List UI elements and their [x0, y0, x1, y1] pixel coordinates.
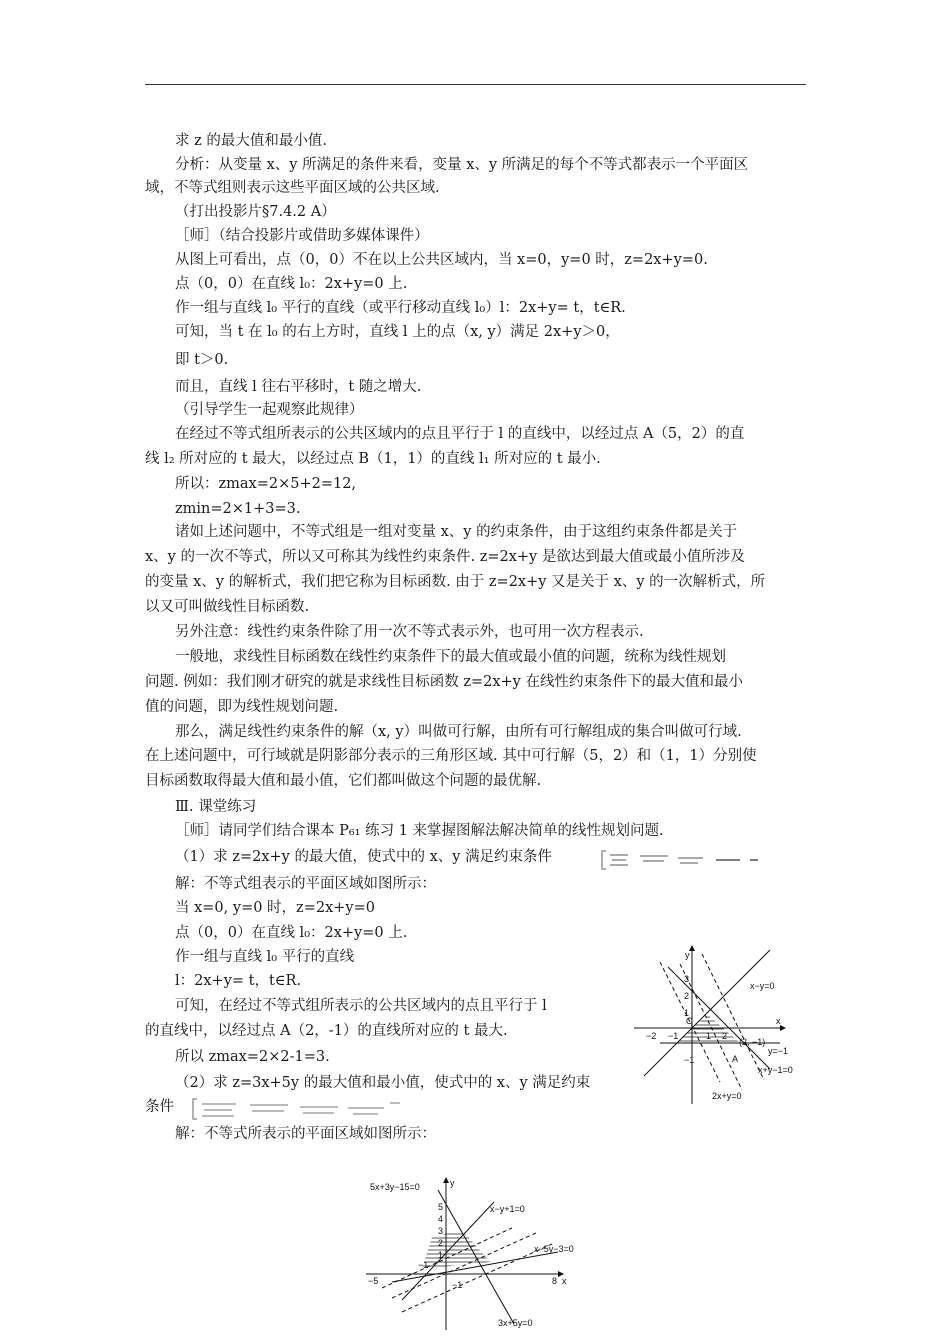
- text-line: ［师］请同学们结合课本 P₆₁ 练习 1 来掌握图解法解决简单的线性规划问题.: [175, 823, 664, 839]
- text-line: 条件: [145, 1099, 174, 1115]
- point-label: (2, −1): [739, 1037, 766, 1047]
- tick-label: 2: [722, 1031, 728, 1041]
- text-line: 一般地，求线性目标函数在线性约束条件下的最大值或最小值的问题，统称为线性规划: [175, 649, 726, 665]
- line-label: 3x+5y=0: [498, 1318, 533, 1328]
- text-line: 可知，在经过不等式组所表示的公共区域内的点且平行于 l: [175, 998, 547, 1014]
- text-line: 可知，当 t 在 l₀ 的右上方时，直线 l 上的点（x, y）满足 2x+y＞0，: [175, 324, 620, 340]
- text-line: 当 x=0, y=0 时，z=2x+y=0: [175, 900, 375, 916]
- text-line: 以又可叫做线性目标函数.: [145, 599, 310, 615]
- tick-label: −1: [452, 1280, 463, 1290]
- line-label: 5x+3y−15=0: [370, 1182, 420, 1192]
- text-line: 诸如上述问题中，不等式组是一组对变量 x、y 的约束条件，由于这组约束条件都是关于: [175, 524, 738, 540]
- axis-label-x: x: [776, 1016, 781, 1026]
- text-line: 而且，直线 l 往右平移时，t 随之增大.: [175, 379, 422, 395]
- text-line: 作一组与直线 l₀ 平行的直线（或平行移动直线 l₀）l：2x+y= t，t∈R.: [175, 300, 626, 316]
- text-line: 即 t＞0.: [175, 352, 229, 368]
- feasible-region-figure-2: [362, 1172, 592, 1332]
- text-line: 问题. 例如：我们刚才研究的就是求线性目标函数 z=2x+y 在线性约束条件下的最大值和最小: [145, 674, 743, 690]
- line-x-minus-y-plus-1: [402, 1202, 494, 1300]
- tick-label: 5: [438, 1202, 444, 1212]
- text-line: 作一组与直线 l₀ 平行的直线: [175, 949, 355, 965]
- text-line: 线 l₂ 所对应的 t 最大，以经过点 B（1，1）的直线 l₁ 所对应的 t 最小.: [145, 451, 601, 467]
- text-line: l：2x+y= t，t∈R.: [175, 973, 302, 989]
- text-line: ［师］（结合投影片或借助多媒体课件）: [175, 228, 429, 244]
- tick-label: 1: [684, 1008, 690, 1018]
- constraint-system-image: [598, 848, 768, 872]
- tick-label: 4: [438, 1214, 444, 1224]
- text-line: 解：不等式所表示的平面区域如图所示：: [175, 1126, 436, 1142]
- text-line: 分析：从变量 x、y 所满足的条件来看，变量 x、y 所满足的每个不等式都表示一个平面区: [175, 157, 749, 173]
- text-line: 域，不等式组则表示这些平面区域的公共区域.: [145, 180, 440, 196]
- point-label: A: [732, 1054, 739, 1064]
- tick-label: 1: [438, 1250, 444, 1260]
- line-label: x−y+1=0: [490, 1204, 525, 1214]
- text-line: 所以：zmax=2×5+2=12,: [175, 476, 357, 492]
- text-line: 点（0，0）在直线 l₀：2x+y=0 上.: [175, 276, 408, 292]
- text-line: （引导学生一起观察此规律）: [175, 402, 364, 418]
- section-heading: Ⅲ. 课堂练习: [175, 799, 257, 815]
- tick-label: 2: [438, 1238, 444, 1248]
- axis-label-y: y: [450, 1178, 455, 1188]
- text-line: 在经过不等式组所表示的公共区域内的点且平行于 l 的直线中，以经过点 A（5，2）的直: [175, 426, 745, 442]
- text-line: 的直线中，以经过点 A（2，-1）的直线所对应的 t 最大.: [145, 1023, 508, 1039]
- text-line: 另外注意：线性约束条件除了用一次不等式表示外，也可用一次方程表示.: [175, 624, 644, 640]
- tick-label: 3: [684, 974, 690, 984]
- line-label: x−y=0: [750, 981, 775, 991]
- text-line: x、y 的一次不等式，所以又可称其为线性约束条件. z=2x+y 是欲达到最大值或最小值所涉及: [145, 549, 745, 565]
- line-label: 2x+y=0: [712, 1091, 742, 1101]
- text-line: （1）求 z=2x+y 的最大值，使式中的 x、y 满足约束条件: [175, 849, 553, 865]
- text-line: 求 z 的最大值和最小值.: [175, 133, 327, 149]
- axis-label-x: x: [562, 1276, 567, 1286]
- text-line: zmin=2×1+3=3.: [175, 501, 301, 517]
- tick-label: −1: [418, 1260, 429, 1270]
- tick-label: 3: [438, 1226, 444, 1236]
- tick-label: −1: [684, 1055, 695, 1065]
- text-line: （2）求 z=3x+5y 的最大值和最小值，使式中的 x、y 满足约束: [175, 1075, 591, 1091]
- line-label: x+y−1=0: [758, 1065, 793, 1075]
- line-label: y=−1: [768, 1046, 789, 1056]
- text-line: 在上述问题中，可行域就是阴影部分表示的三角形区域. 其中可行解（5，2）和（1，1）分别使: [145, 748, 757, 764]
- text-line: 那么，满足线性约束条件的解（x, y）叫做可行解，由所有可行解组成的集合叫做可行域.: [175, 724, 742, 740]
- axis-label-y: y: [685, 950, 690, 960]
- tick-label: 8: [552, 1276, 558, 1286]
- text-line: 从图上可看出，点（0，0）不在以上公共区域内，当 x=0，y=0 时，z=2x+y=0.: [175, 252, 708, 268]
- tick-label: 2: [684, 991, 690, 1001]
- text-line: （打出投影片§7.4.2 A）: [175, 204, 336, 220]
- constraint-system-image: [188, 1096, 413, 1122]
- text-line: 目标函数取得最大值和最小值，它们都叫做这个问题的最优解.: [145, 773, 542, 789]
- header-rule: [145, 84, 806, 85]
- tick-label: 1: [706, 1031, 712, 1041]
- text-line: 点（0，0）在直线 l₀：2x+y=0 上.: [175, 925, 408, 941]
- line-label: x−5y−3=0: [534, 1244, 574, 1254]
- line-x-minus-5y-minus-3: [392, 1252, 558, 1282]
- tick-label: −1: [668, 1031, 679, 1041]
- text-line: 解：不等式组表示的平面区域如图所示：: [175, 876, 436, 892]
- line-2x-plus-y: [680, 964, 742, 1090]
- feasible-region-figure-1: [630, 942, 810, 1107]
- origin-label: O: [686, 1016, 694, 1026]
- tick-label: −5: [368, 1276, 379, 1286]
- text-line: 值的问题，即为线性规划问题.: [145, 699, 339, 715]
- tick-label: −2: [646, 1031, 657, 1041]
- text-line: 所以 zmax=2×2-1=3.: [175, 1049, 330, 1065]
- text-line: 的变量 x、y 的解析式，我们把它称为目标函数. 由于 z=2x+y 又是关于 x、y 的一次解析式，所: [145, 574, 766, 590]
